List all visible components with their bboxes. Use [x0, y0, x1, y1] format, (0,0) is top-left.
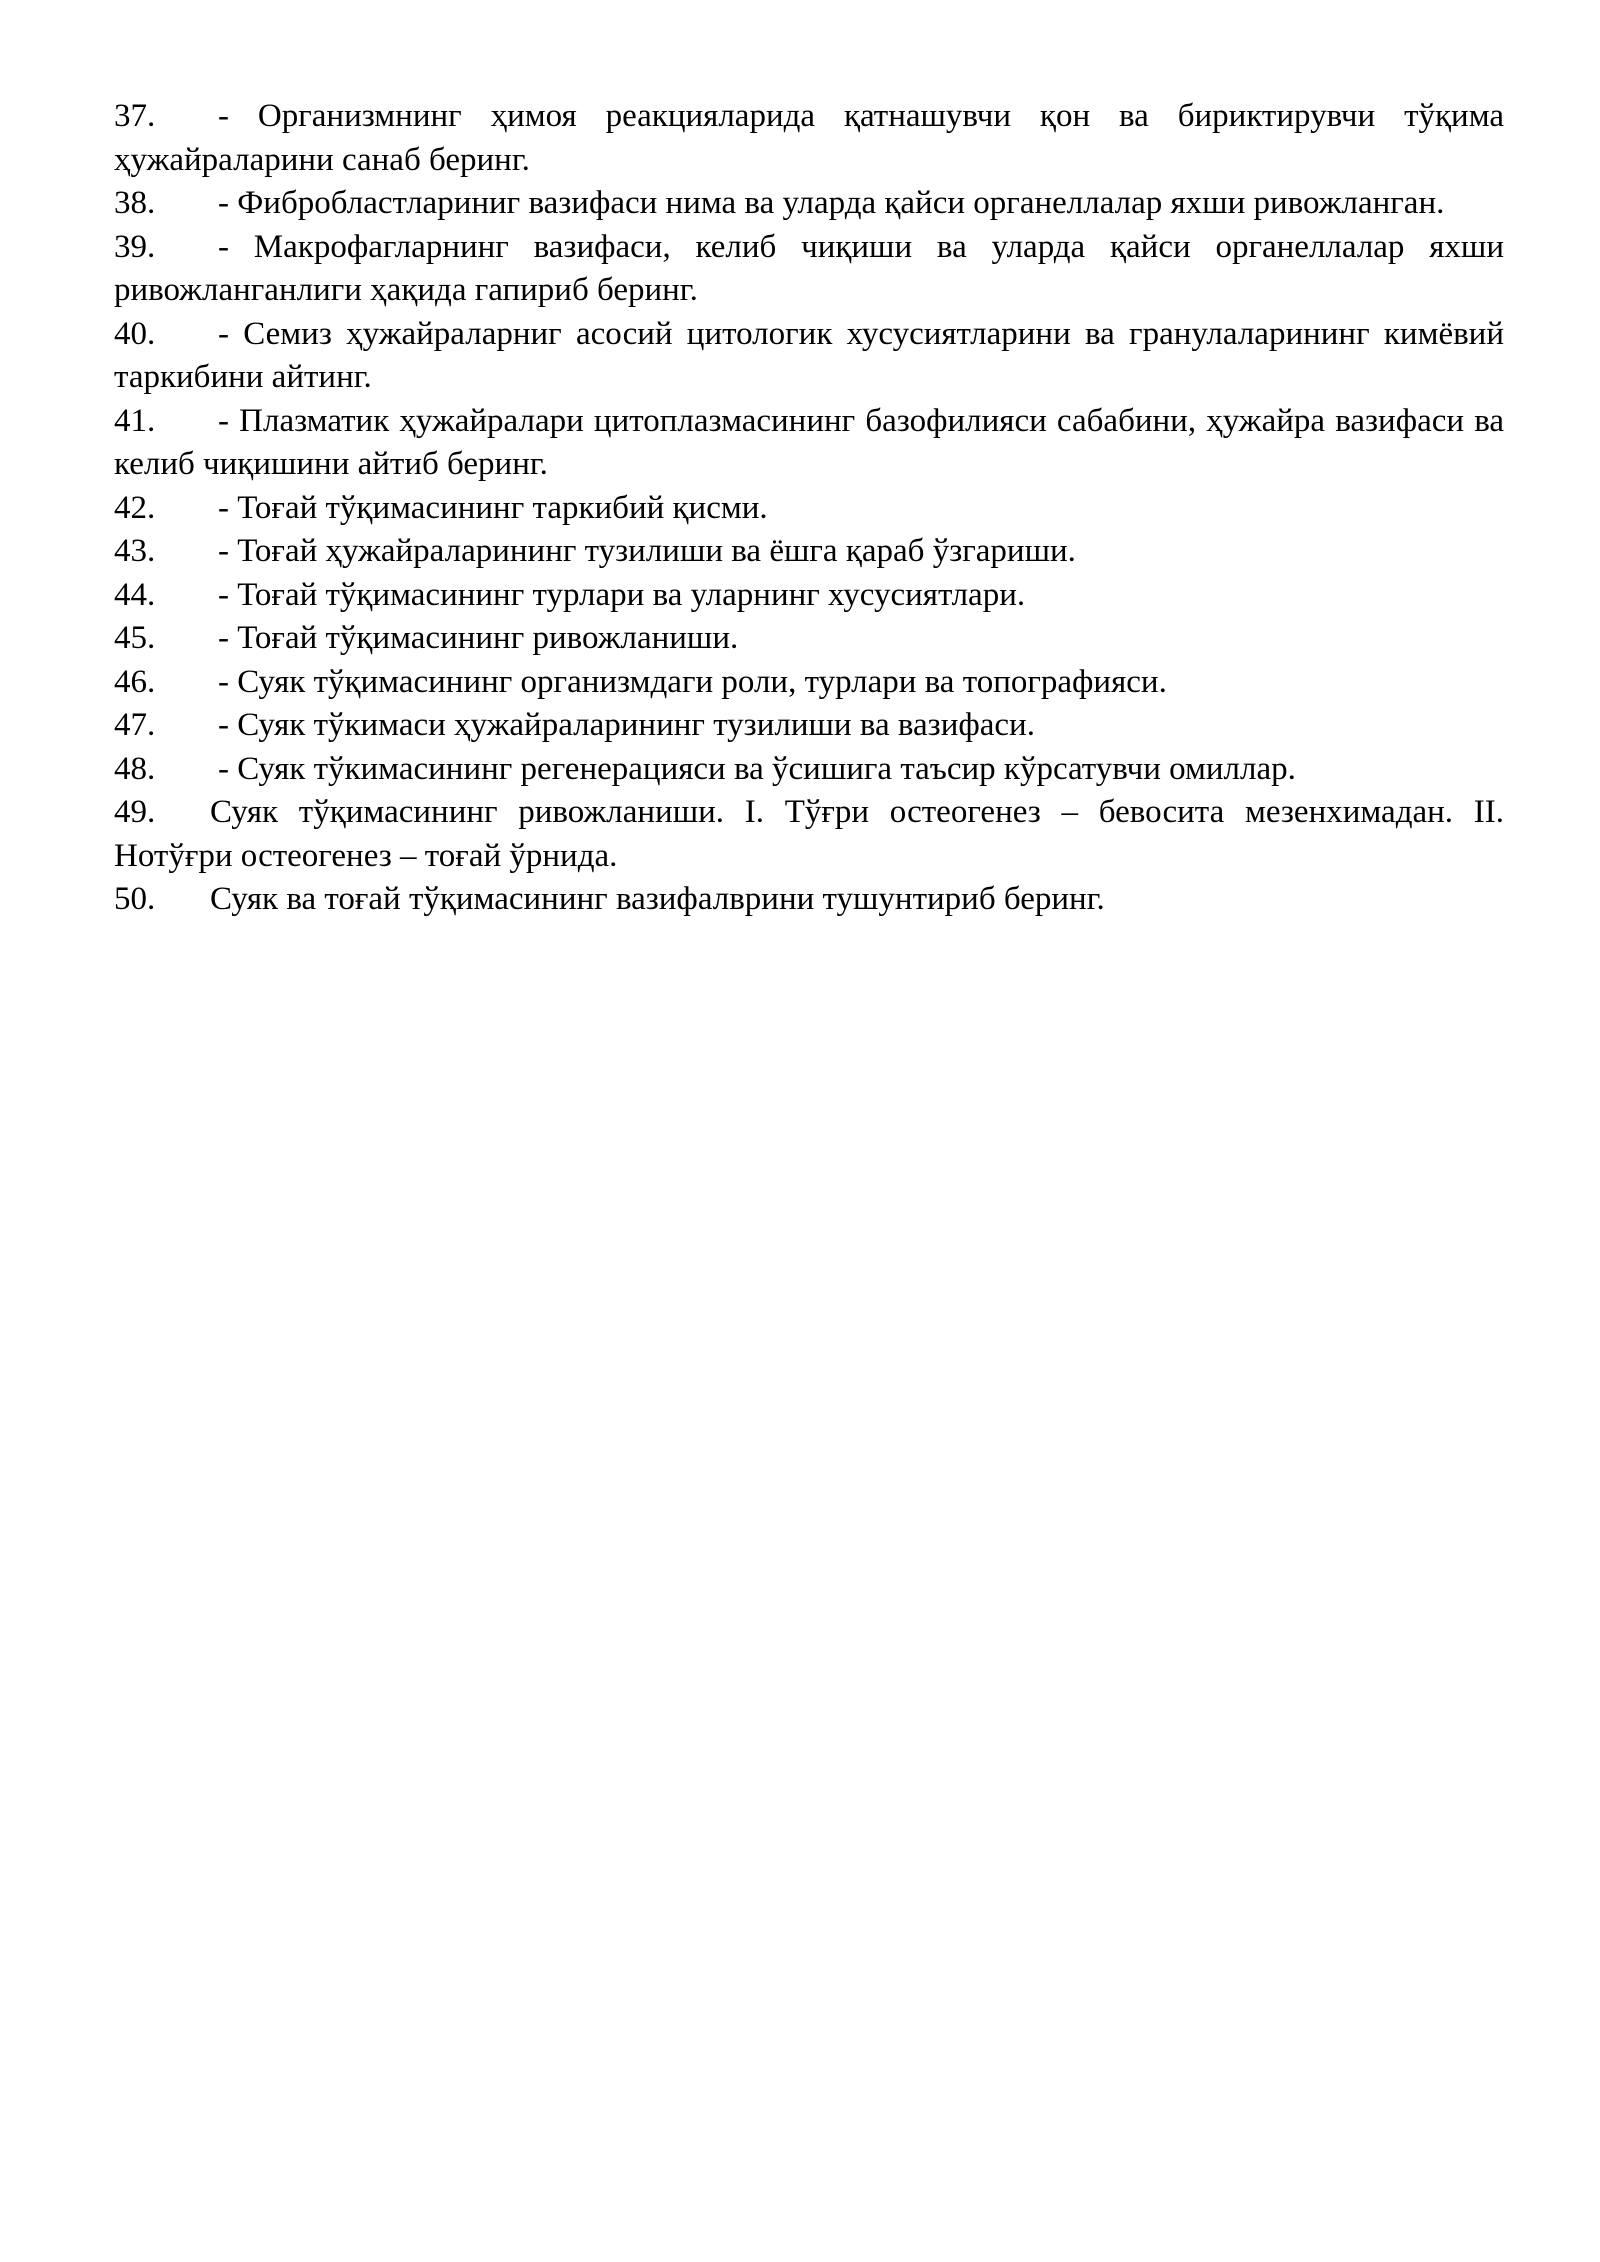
item-text: - Тоғай ҳужайраларининг тузилиши ва ёшга қараб ўзгариши. [218, 533, 1076, 569]
item-number: 46. [114, 663, 156, 700]
item-text: - Суяк тўкимаси ҳужайраларининг тузилиши ва вазифаси. [218, 707, 1035, 743]
list-item [114, 226, 1504, 313]
list-item [114, 704, 1504, 748]
item-text: - Тоғай тўқимасининг турлари ва уларнинг хусусиятлари. [218, 576, 1026, 613]
item-number: 37. [114, 98, 156, 134]
item-number: 48. [114, 750, 156, 787]
list-item [114, 95, 1504, 182]
item-number: 45. [114, 620, 156, 656]
item-number: 42. [114, 489, 156, 526]
item-text: - Плазматик ҳужайралари цитоплазмасининг базофилияси сабабини, ҳужайра вазифаси ва келиб чиқишини айтиб беринг. [114, 402, 1504, 482]
list-item [114, 313, 1504, 400]
item-number: 38. [114, 185, 156, 221]
item-number: 40. [114, 315, 156, 352]
item-text: - Тоғай тўқимасининг таркибий қисми. [218, 489, 768, 526]
item-number: 44. [114, 576, 156, 613]
document-page [114, 95, 1504, 922]
list-item [114, 617, 1504, 661]
item-text: Суяк тўқимасининг ривожланиши. I. Тўғри остеогенез – бевосита мезенхимадан. II. Нотўғри остеогенез – тоғай ўрнида. [114, 794, 1504, 874]
item-number: 39. [114, 228, 156, 265]
list-item [114, 530, 1504, 574]
item-text: - Макрофагларнинг вазифаси, келиб чиқиши ва уларда қайси органеллалар яхши ривожланганлиги ҳақида гапириб беринг. [114, 228, 1504, 308]
list-item [114, 661, 1504, 705]
list-item [114, 487, 1504, 531]
list-item [114, 748, 1504, 792]
item-text: - Семиз ҳужайраларниг асосий цитологик хусусиятларини ва гранулаларининг кимёвий таркибини айтинг. [114, 315, 1504, 395]
list-item [114, 574, 1504, 618]
item-text: - Организмнинг ҳимоя реакцияларида қатнашувчи қон ва бириктирувчи тўқима ҳужайраларини санаб беринг. [114, 98, 1504, 178]
item-text: - Тоғай тўқимасининг ривожланиши. [218, 620, 739, 656]
item-number: 50. [114, 881, 156, 917]
list-item [114, 400, 1504, 487]
item-number: 43. [114, 533, 156, 569]
list-item [114, 791, 1504, 878]
item-number: 47. [114, 707, 156, 743]
list-item [114, 182, 1504, 226]
item-text: - Суяк тўқимасининг организмдаги роли, турлари ва топографияси. [218, 663, 1167, 700]
item-text: - Фибробластлариниг вазифаси нима ва уларда қайси органеллалар яхши ривожланган. [218, 185, 1445, 221]
item-text: - Суяк тўкимасининг регенерацияси ва ўсишига таъсир кўрсатувчи омиллар. [218, 750, 1296, 787]
item-text: Суяк ва тоғай тўқимасининг вазифалврини тушунтириб беринг. [210, 881, 1105, 917]
item-number: 49. [114, 794, 156, 830]
list-item [114, 878, 1504, 922]
item-number: 41. [114, 402, 156, 439]
